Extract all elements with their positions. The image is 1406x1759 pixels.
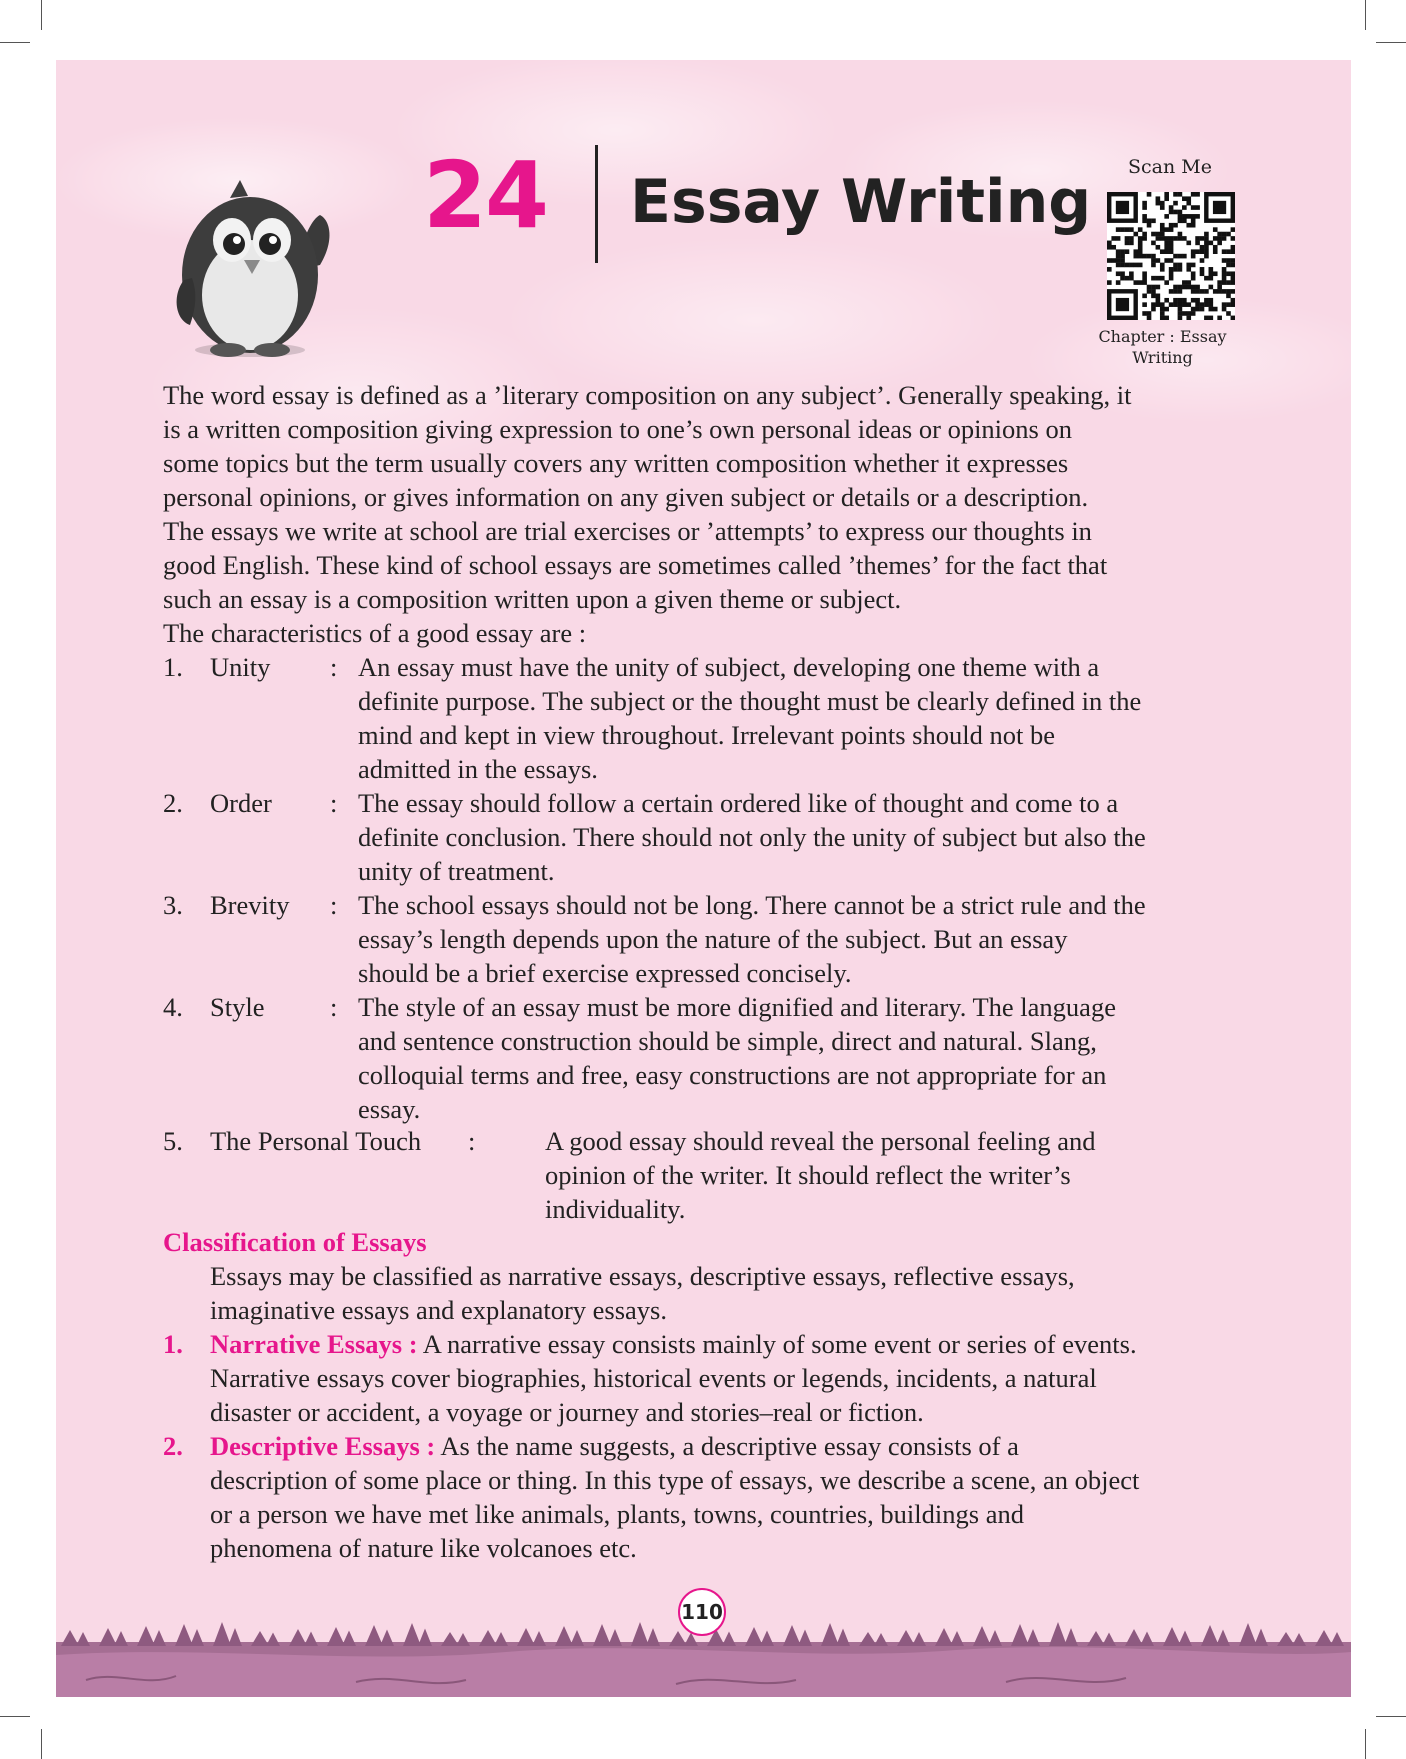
- item-colon: :: [468, 1126, 476, 1156]
- item-description: [358, 786, 1243, 888]
- item-number: 2.: [163, 788, 183, 818]
- text-line: individuality.: [545, 1194, 686, 1224]
- text-line: [210, 1327, 1243, 1361]
- text-line: The essays we write at school are trial exercises or ’attempts’ to express our thoughts in: [163, 516, 1092, 546]
- text-line: colloquial terms and free, easy constructions are not appropriate for an: [358, 1060, 1107, 1090]
- text-line: some topics but the term usually covers any written composition whether it expresses: [163, 448, 1069, 478]
- item-description: [358, 888, 1243, 990]
- text-line: The school essays should not be long. There cannot be a strict rule and the: [358, 890, 1146, 920]
- qr-scan-label: Scan Me: [1128, 156, 1212, 178]
- text-line: The style of an essay must be more dignified and literary. The language: [358, 992, 1116, 1022]
- page-number: 110: [678, 1588, 726, 1636]
- crop-mark: [0, 42, 30, 43]
- text-line: definite purpose. The subject or the thought must be clearly defined in the: [358, 686, 1142, 716]
- item-colon: :: [330, 992, 338, 1022]
- text-line: opinion of the writer. It should reflect the writer’s: [545, 1160, 1071, 1190]
- item-description: [545, 1124, 1243, 1226]
- text-line: disaster or accident, a voyage or journey and stories–real or fiction.: [210, 1397, 924, 1427]
- item-term: Style: [210, 992, 265, 1022]
- classification-intro: [210, 1259, 1243, 1327]
- crop-mark: [1376, 42, 1406, 43]
- text-line: should be a brief exercise expressed concisely.: [358, 958, 852, 988]
- text-line: and sentence construction should be simple, direct and natural. Slang,: [358, 1026, 1097, 1056]
- crop-mark: [0, 1716, 30, 1717]
- crop-mark: [1365, 1729, 1366, 1759]
- text-line: such an essay is a composition written upon a given theme or subject.: [163, 584, 902, 614]
- qr-caption-line: Writing: [1132, 348, 1193, 367]
- item-description: [358, 990, 1243, 1126]
- title-divider: [595, 145, 598, 263]
- item-number: 5.: [163, 1126, 183, 1156]
- item-colon: :: [330, 788, 338, 818]
- item-title: Descriptive Essays :: [210, 1431, 436, 1461]
- item-number: 4.: [163, 992, 183, 1022]
- text-line: The characteristics of a good essay are :: [163, 618, 587, 648]
- text-line: or a person we have met like animals, plants, towns, countries, buildings and: [210, 1499, 1024, 1529]
- item-body: [210, 1429, 1243, 1565]
- text-line: Narrative essays cover biographies, historical events or legends, incidents, a natural: [210, 1363, 1097, 1393]
- intro-paragraph: [163, 378, 1243, 514]
- item-description: [358, 650, 1243, 786]
- crop-mark: [41, 0, 42, 30]
- text-line: definite conclusion. There should not only the unity of subject but also the: [358, 822, 1146, 852]
- item-term: Order: [210, 788, 272, 818]
- text-line: imaginative essays and explanatory essays.: [210, 1295, 667, 1325]
- crop-mark: [1376, 1716, 1406, 1717]
- text-line: personal opinions, or gives information on any given subject or details or a description.: [163, 482, 1089, 512]
- text-line: good English. These kind of school essays are sometimes called ’themes’ for the fact that: [163, 550, 1108, 580]
- characteristics-intro: [163, 616, 1243, 650]
- text-line: phenomena of nature like volcanoes etc.: [210, 1533, 637, 1563]
- qr-caption: [1090, 326, 1235, 368]
- item-colon: :: [330, 652, 338, 682]
- text-line: The essay should follow a certain ordered like of thought and come to a: [358, 788, 1119, 818]
- text-line: mind and kept in view throughout. Irrelevant points should not be: [358, 720, 1055, 750]
- text-line: Essays may be classified as narrative essays, descriptive essays, reflective essays,: [210, 1261, 1075, 1291]
- crop-mark: [1365, 0, 1366, 30]
- item-term: Unity: [210, 652, 271, 682]
- text-line: [210, 1429, 1243, 1463]
- qr-code-icon[interactable]: [1107, 192, 1235, 320]
- text-line: An essay must have the unity of subject, developing one theme with a: [358, 652, 1100, 682]
- item-term: Brevity: [210, 890, 290, 920]
- chapter-title: Essay Writing: [630, 167, 1092, 237]
- item-first-text: As the name suggests, a descriptive essay consists of a: [435, 1431, 1019, 1461]
- item-title: Narrative Essays :: [210, 1329, 418, 1359]
- text-line: unity of treatment.: [358, 856, 555, 886]
- crop-mark: [41, 1729, 42, 1759]
- item-number: 1.: [163, 1329, 183, 1359]
- item-number: 3.: [163, 890, 183, 920]
- text-line: A good essay should reveal the personal feeling and: [545, 1126, 1096, 1156]
- item-colon: :: [330, 890, 338, 920]
- section-heading: Classification of Essays: [163, 1227, 427, 1257]
- text-line: essay’s length depends upon the nature of the subject. But an essay: [358, 924, 1068, 954]
- chapter-number: 24: [423, 142, 548, 249]
- item-number: 2.: [163, 1431, 183, 1461]
- penguin-mascot-icon: [170, 160, 355, 360]
- text-line: is a written composition giving expression to one’s own personal ideas or opinions on: [163, 414, 1072, 444]
- item-first-text: A narrative essay consists mainly of some event or series of events.: [417, 1329, 1137, 1359]
- item-term: The Personal Touch: [210, 1126, 422, 1156]
- text-line: description of some place or thing. In this type of essays, we describe a scene, an object: [210, 1465, 1140, 1495]
- qr-caption-line: Chapter : Essay: [1098, 327, 1227, 346]
- item-body: [210, 1327, 1243, 1429]
- intro-paragraph: [163, 514, 1243, 616]
- text-line: admitted in the essays.: [358, 754, 598, 784]
- item-number: 1.: [163, 652, 183, 682]
- text-line: essay.: [358, 1094, 421, 1124]
- text-line: The word essay is defined as a ’literary composition on any subject’. Generally speaking, it: [163, 380, 1132, 410]
